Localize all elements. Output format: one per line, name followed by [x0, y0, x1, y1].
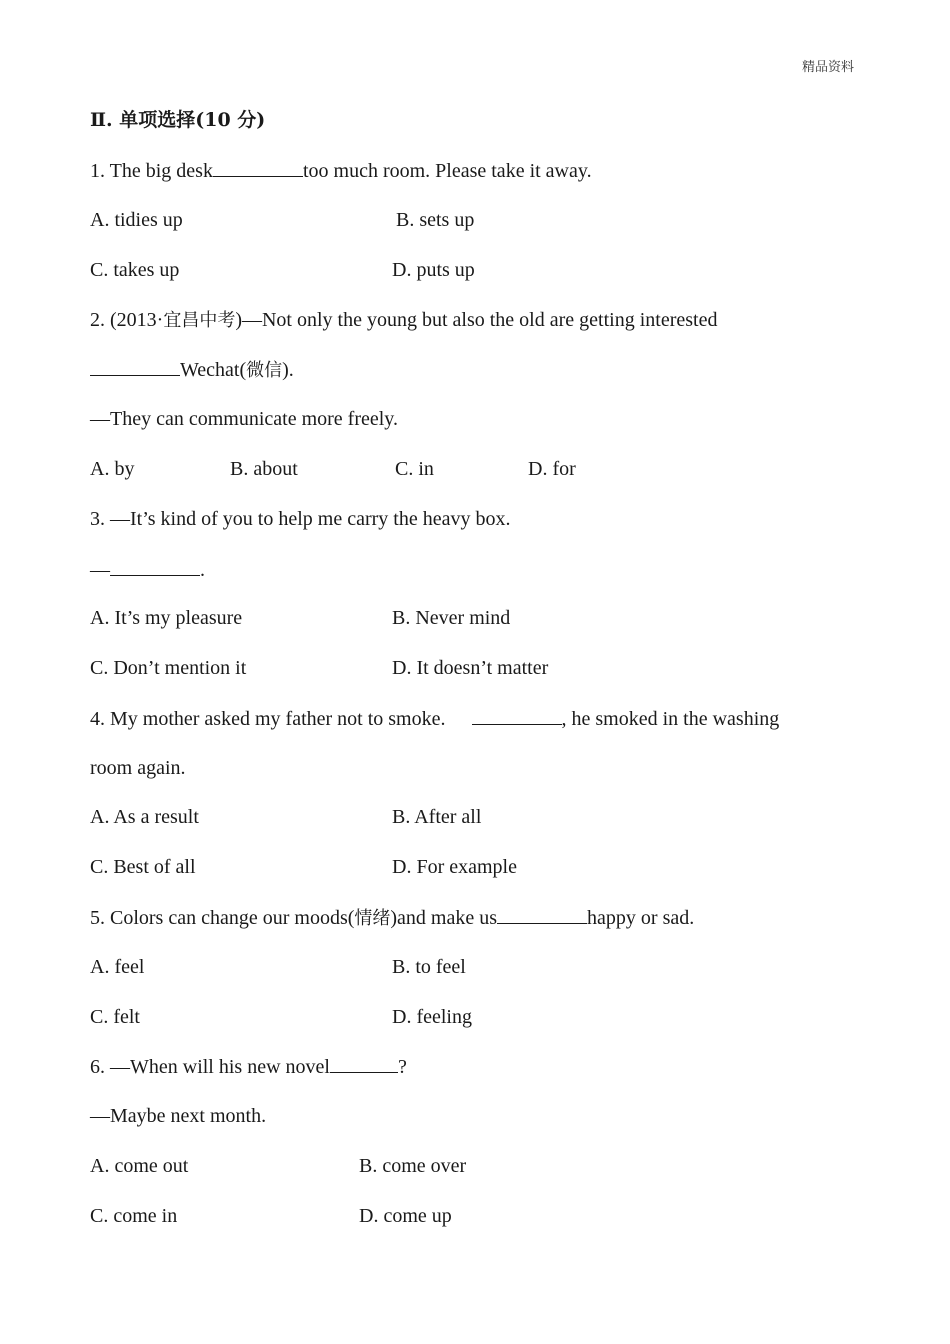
q2-option-c: C. in	[395, 458, 434, 480]
q5-stem-mid: )and make us	[390, 907, 498, 929]
q3-option-c: C. Don’t mention it	[90, 657, 247, 679]
q6-stem-after: ?	[397, 1056, 407, 1078]
q1-stem-before: 1. The big desk	[90, 160, 213, 182]
q5-stem-after: happy or sad.	[587, 907, 695, 929]
question-4-stem	[90, 706, 779, 731]
answer-blank	[330, 1054, 398, 1073]
question-3-stem: 3. —It’s kind of you to help me carry the heavy box.	[90, 508, 511, 530]
q3-option-d: D. It doesn’t matter	[392, 657, 549, 679]
q5-stem-before: 5. Colors can change our moods(	[90, 907, 355, 929]
question-6-stem	[90, 1054, 407, 1079]
answer-blank	[213, 158, 303, 177]
q1-option-a: A. tidies up	[90, 209, 183, 231]
q3-reply	[90, 557, 205, 582]
q1-stem-after: too much room. Please take it away.	[302, 160, 592, 182]
q1-option-d: D. puts up	[392, 259, 475, 281]
q2-stem-rest: )—Not only the young but also the old are getting interested	[235, 309, 718, 331]
q2-source: 宜昌中考	[163, 310, 236, 331]
q5-stem-cn: 情绪	[354, 908, 391, 929]
q6-option-c: C. come in	[90, 1205, 178, 1227]
question-2-stem-line2	[90, 357, 294, 383]
q2-stem-line2-cn: 微信	[246, 360, 283, 381]
q4-stem-line2: room again.	[90, 757, 186, 779]
answer-blank	[497, 905, 587, 924]
section-title: Ⅱ. 单项选择(10 分)	[90, 109, 266, 131]
q6-option-d: D. come up	[359, 1205, 452, 1227]
q6-reply: —Maybe next month.	[90, 1105, 267, 1127]
question-2-stem	[90, 308, 717, 333]
answer-blank	[472, 706, 562, 725]
q4-option-b: B. After all	[392, 806, 482, 828]
q4-stem-before: 4. My mother asked my father not to smoke.	[90, 708, 446, 730]
q5-option-d: D. feeling	[392, 1006, 472, 1028]
q5-option-a: A. feel	[90, 956, 145, 978]
corner-note: 精品资料	[802, 60, 855, 75]
q4-stem-after: , he smoked in the washing	[561, 708, 780, 730]
q6-stem-before: 6. —When will his new novel	[90, 1056, 330, 1078]
q5-option-c: C. felt	[90, 1006, 140, 1028]
q3-option-b: B. Never mind	[392, 607, 511, 629]
q2-stem-line2-end: ).	[282, 359, 294, 381]
q5-option-b: B. to feel	[392, 956, 466, 978]
q2-option-a: A. by	[90, 458, 135, 480]
q2-stem-line2-after: Wechat(	[180, 359, 247, 381]
question-5-stem	[90, 905, 694, 931]
q6-option-a: A. come out	[90, 1155, 189, 1177]
answer-blank	[90, 357, 180, 376]
answer-blank	[110, 557, 200, 576]
q2-option-b: B. about	[230, 458, 298, 480]
q2-reply: —They can communicate more freely.	[90, 408, 399, 430]
q4-option-a: A. As a result	[90, 806, 199, 828]
q3-reply-end: .	[200, 559, 205, 581]
q2-stem-prefix: 2. (2013·	[90, 309, 164, 331]
q1-option-c: C. takes up	[90, 259, 180, 281]
q3-option-a: A. It’s my pleasure	[90, 607, 243, 629]
q4-option-d: D. For example	[392, 856, 517, 878]
q1-option-b: B. sets up	[396, 209, 475, 231]
question-1-stem	[90, 158, 592, 183]
q4-option-c: C. Best of all	[90, 856, 196, 878]
q6-option-b: B. come over	[359, 1155, 467, 1177]
q3-reply-dash: —	[90, 559, 110, 581]
q2-option-d: D. for	[528, 458, 576, 480]
